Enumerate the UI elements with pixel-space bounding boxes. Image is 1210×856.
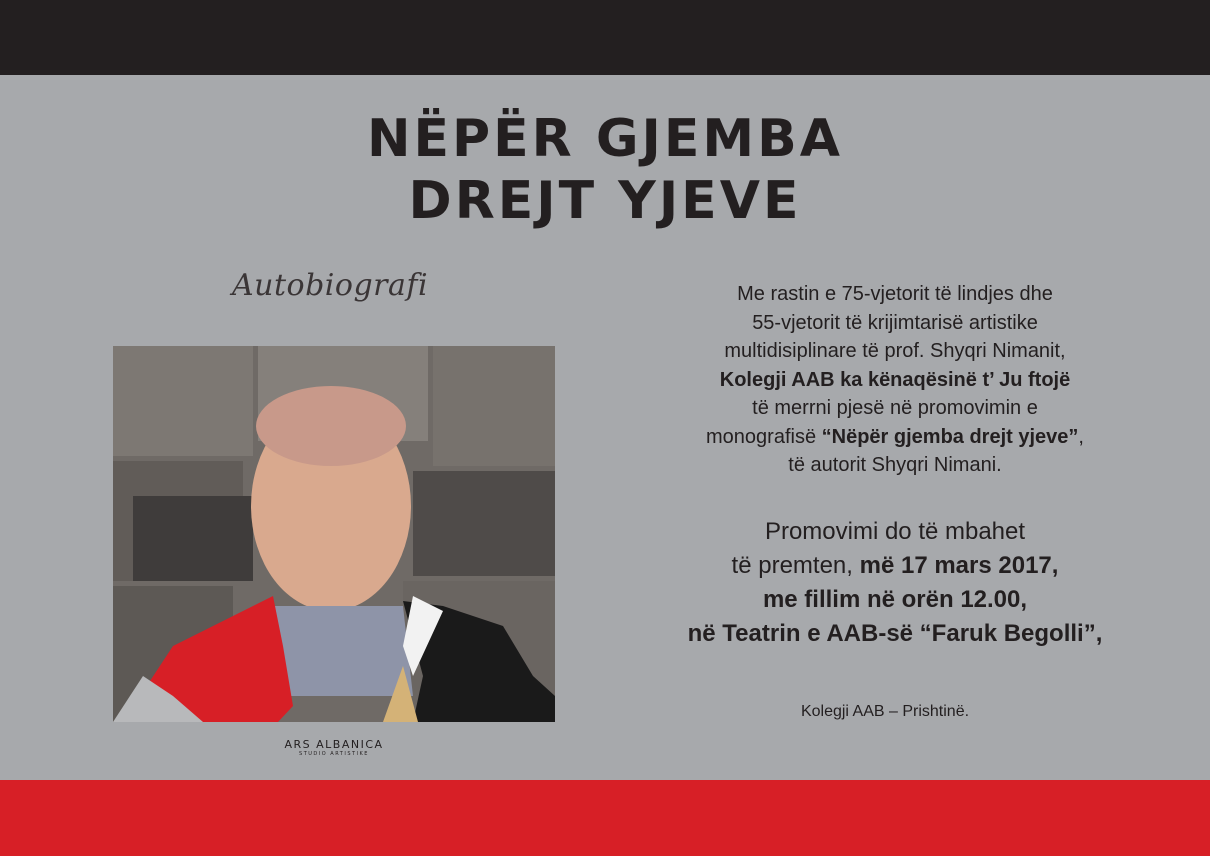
- author-portrait: [113, 346, 555, 776]
- bottom-red-band: [0, 780, 1210, 856]
- event-day: të premten,: [731, 552, 860, 579]
- event-line-3: [610, 583, 1180, 617]
- invite-line-4: [610, 366, 1180, 395]
- event-venue: në Teatrin e AAB-së “Faruk Begolli”,: [687, 620, 1103, 647]
- event-details: [610, 515, 1180, 651]
- invite-line-2: 55-vjetorit të krijimtarisë artistike: [752, 311, 1038, 334]
- invite-line-6-end: ,: [1078, 425, 1084, 448]
- brand-subtitle: STUDIO ARTISTIKE: [299, 751, 369, 757]
- event-date: më 17 mars 2017,: [859, 552, 1059, 579]
- invite-line-6: [610, 423, 1180, 452]
- invite-line-7: të autorit Shyqri Nimani.: [788, 454, 1002, 476]
- invite-line-3: multidisiplinare të prof. Shyqri Nimanit,: [724, 340, 1066, 362]
- event-time: me fillim në orën 12.00,: [762, 586, 1028, 613]
- portrait-photo-icon: [113, 346, 555, 722]
- event-line-2: [610, 549, 1180, 583]
- invite-line-6-text: monografisë: [706, 425, 822, 448]
- invite-line-1: Me rastin e 75-vjetorit të lindjes dhe: [737, 283, 1053, 305]
- invitation-text: [610, 280, 1180, 480]
- title-line-2: DREJT YJEVE: [408, 171, 802, 231]
- event-line-1: Promovimi do të mbahet: [764, 518, 1026, 545]
- invite-line-5: të merrni pjesë në promovimin e: [752, 397, 1038, 419]
- invite-bold-line: Kolegji AAB ka kënaqësinë t’ Ju ftojë: [719, 368, 1071, 391]
- event-line-4: [610, 617, 1180, 651]
- title-line-1: NËPËR GJEMBA: [367, 109, 843, 169]
- signature: Kolegji AAB – Prishtinë.: [800, 703, 970, 720]
- subtitle-autobiography: Autobiografi: [232, 268, 429, 303]
- top-dark-band: [0, 0, 1210, 75]
- brand-name: ARS ALBANICA: [284, 738, 384, 751]
- book-title-quote: “Nëpër gjemba drejt yjeve”: [821, 425, 1079, 448]
- studio-logo: [113, 722, 555, 770]
- book-title: [0, 108, 1210, 232]
